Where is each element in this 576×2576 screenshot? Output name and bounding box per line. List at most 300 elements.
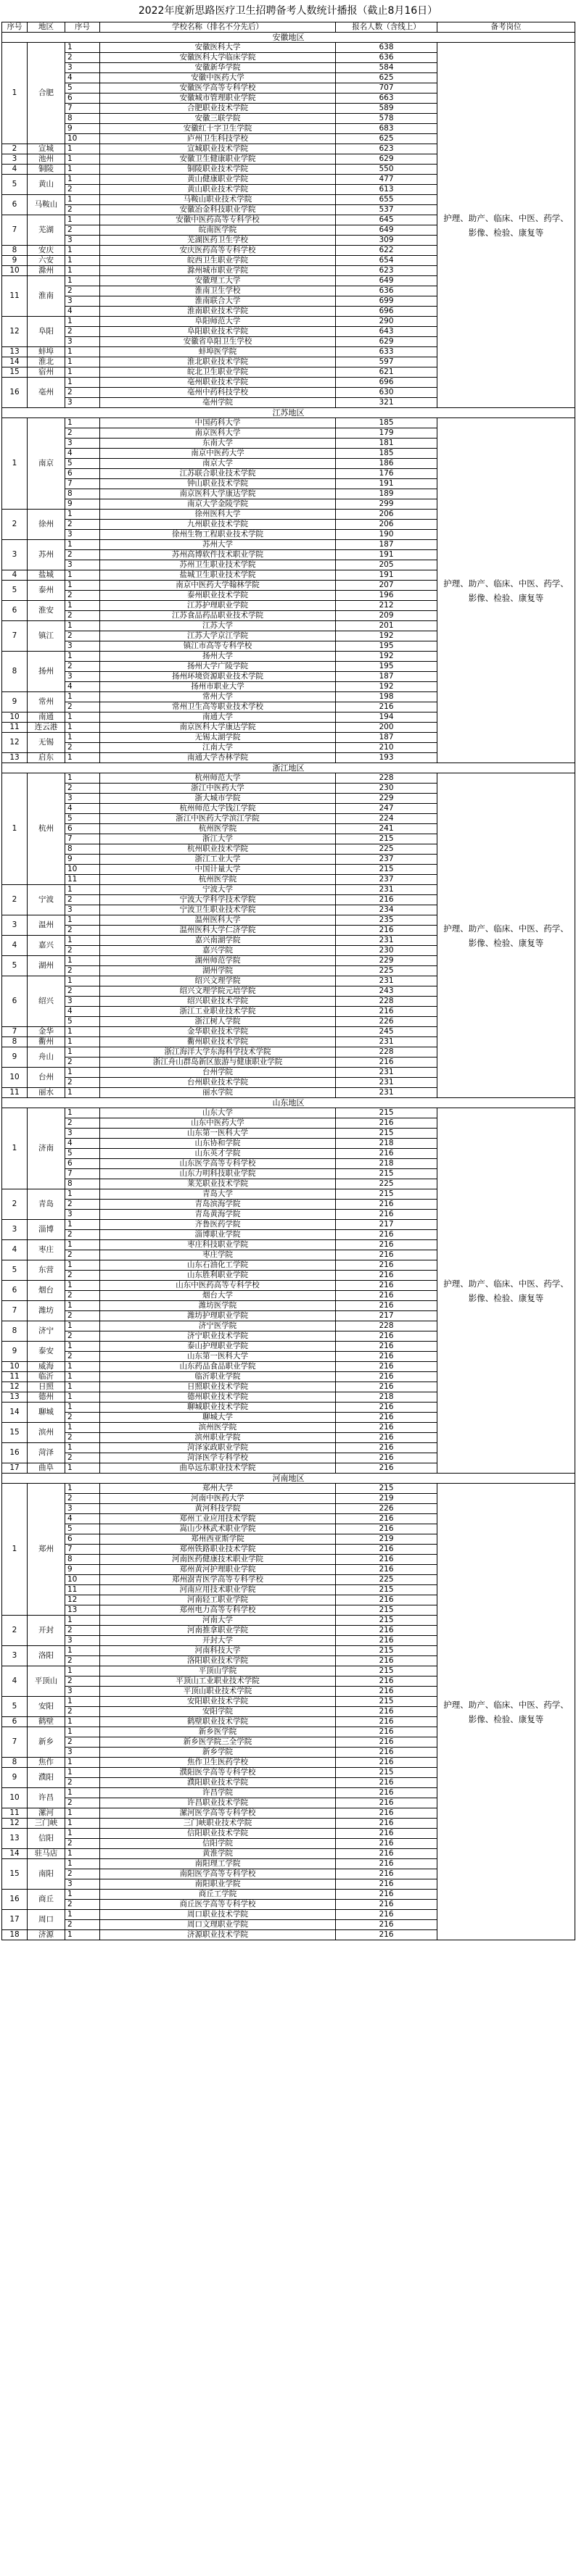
school-index: 10	[65, 134, 100, 144]
enrollment-count: 655	[336, 195, 437, 205]
school-name: 嘉兴学院	[100, 946, 336, 956]
region-name: 宁波	[28, 885, 65, 915]
enrollment-count: 216	[336, 1677, 437, 1687]
school-name: 烟台大学	[100, 1291, 336, 1301]
school-name: 河南中医药大学	[100, 1494, 336, 1504]
enrollment-count: 216	[336, 1565, 437, 1575]
enrollment-count: 185	[336, 449, 437, 459]
school-index: 2	[65, 53, 100, 63]
header-cell: 地区	[28, 22, 65, 33]
school-index: 7	[65, 1545, 100, 1555]
enrollment-count: 215	[336, 1189, 437, 1200]
enrollment-count: 216	[336, 1595, 437, 1605]
region-name: 南阳	[28, 1859, 65, 1890]
school-index: 9	[65, 499, 100, 510]
school-index: 1	[65, 367, 100, 378]
region-name: 阜阳	[28, 317, 65, 347]
table-row	[2, 43, 575, 53]
table-row	[2, 418, 575, 428]
school-index: 1	[65, 317, 100, 327]
school-index: 1	[65, 936, 100, 946]
school-index: 1	[65, 1697, 100, 1707]
enrollment-count: 216	[336, 1007, 437, 1017]
region-name: 泰安	[28, 1342, 65, 1362]
enrollment-count: 187	[336, 540, 437, 550]
enrollment-table	[1, 22, 575, 1940]
enrollment-count: 216	[336, 1829, 437, 1839]
enrollment-count: 699	[336, 296, 437, 307]
region-number: 5	[2, 581, 28, 601]
region-number: 17	[2, 1910, 28, 1930]
region-name: 常州	[28, 692, 65, 712]
enrollment-count: 187	[336, 733, 437, 743]
school-name: 南阳理工学院	[100, 1859, 336, 1869]
enrollment-count: 217	[336, 1311, 437, 1321]
enrollment-count: 216	[336, 1819, 437, 1829]
school-index: 5	[65, 1524, 100, 1534]
school-index: 2	[65, 1271, 100, 1281]
school-index: 2	[65, 388, 100, 398]
region-name: 驻马店	[28, 1849, 65, 1859]
school-index: 1	[65, 1321, 100, 1331]
school-name: 山东第一医科大学	[100, 1129, 336, 1139]
school-name: 嵩山少林武术职业学院	[100, 1524, 336, 1534]
school-index: 1	[65, 1443, 100, 1453]
enrollment-count: 215	[336, 1646, 437, 1656]
enrollment-count: 649	[336, 225, 437, 236]
enrollment-count: 216	[336, 1118, 437, 1129]
enrollment-count: 216	[336, 1291, 437, 1301]
region-number: 14	[2, 357, 28, 367]
enrollment-count: 237	[336, 855, 437, 865]
region-name: 马鞍山	[28, 195, 65, 215]
school-name: 临沂职业学院	[100, 1372, 336, 1382]
school-index: 2	[65, 784, 100, 794]
school-index: 6	[65, 469, 100, 479]
school-index: 2	[65, 1118, 100, 1129]
enrollment-count: 205	[336, 560, 437, 570]
enrollment-count: 196	[336, 591, 437, 601]
region-number: 3	[2, 540, 28, 570]
region-number: 9	[2, 1768, 28, 1788]
school-index: 7	[65, 834, 100, 844]
exam-positions: 护理、助产、临床、中医、药学、影像、检验、康复等	[437, 1484, 575, 1940]
region-number: 16	[2, 378, 28, 408]
region-name: 温州	[28, 915, 65, 936]
school-index: 2	[65, 1200, 100, 1210]
region-number: 1	[2, 418, 28, 510]
school-index: 1	[65, 1808, 100, 1819]
school-name: 济宁医学院	[100, 1321, 336, 1331]
region-number: 5	[2, 1697, 28, 1717]
school-name: 江苏大学京江学院	[100, 631, 336, 641]
region-number: 2	[2, 1616, 28, 1646]
enrollment-count: 176	[336, 469, 437, 479]
region-number: 8	[2, 1037, 28, 1047]
region-name: 漯河	[28, 1808, 65, 1819]
region-number: 6	[2, 195, 28, 215]
school-name: 中国药科大学	[100, 418, 336, 428]
school-index: 2	[65, 702, 100, 712]
school-index: 3	[65, 1210, 100, 1220]
school-index: 3	[65, 296, 100, 307]
enrollment-count: 550	[336, 165, 437, 175]
enrollment-count: 683	[336, 124, 437, 134]
section-title: 山东地区	[2, 1098, 575, 1108]
school-name: 亳州学院	[100, 398, 336, 408]
school-name: 绍兴文理学院	[100, 976, 336, 986]
enrollment-count: 578	[336, 114, 437, 124]
school-name: 镇江市高等专科学校	[100, 641, 336, 652]
region-number: 8	[2, 652, 28, 692]
school-name: 黄山健康职业学院	[100, 175, 336, 185]
region-number: 10	[2, 1068, 28, 1088]
school-name: 亳州中药科技学校	[100, 388, 336, 398]
school-name: 滁州城市职业学院	[100, 266, 336, 276]
school-name: 阜阳师范大学	[100, 317, 336, 327]
enrollment-count: 643	[336, 327, 437, 337]
enrollment-count: 216	[336, 1737, 437, 1748]
region-name: 曲阜	[28, 1463, 65, 1474]
school-name: 湖州师范学院	[100, 956, 336, 966]
region-name: 苏州	[28, 540, 65, 570]
school-index: 2	[65, 1058, 100, 1068]
school-index: 2	[65, 743, 100, 753]
enrollment-count: 649	[336, 276, 437, 286]
school-index: 2	[65, 1737, 100, 1748]
school-index: 2	[65, 966, 100, 976]
school-index: 2	[65, 1869, 100, 1879]
section-title: 河南地区	[2, 1474, 575, 1484]
enrollment-count: 189	[336, 489, 437, 499]
school-name: 莱芜职业技术学院	[100, 1179, 336, 1189]
school-index: 2	[65, 1291, 100, 1301]
school-index: 1	[65, 1788, 100, 1798]
school-index: 1	[65, 1382, 100, 1392]
school-name: 扬州大学广陵学院	[100, 662, 336, 672]
enrollment-count: 621	[336, 367, 437, 378]
enrollment-count: 216	[336, 1281, 437, 1291]
school-name: 浙江工业职业技术学院	[100, 1007, 336, 1017]
enrollment-count: 216	[336, 1758, 437, 1768]
region-name: 池州	[28, 154, 65, 165]
region-number: 1	[2, 773, 28, 885]
school-name: 郑州铁路职业技术学院	[100, 1545, 336, 1555]
school-name: 潍坊护理职业学院	[100, 1311, 336, 1321]
school-name: 郑州西亚斯学院	[100, 1534, 336, 1545]
school-index: 1	[65, 540, 100, 550]
region-number: 10	[2, 712, 28, 723]
school-index: 2	[65, 986, 100, 997]
enrollment-count: 216	[336, 1930, 437, 1940]
school-index: 2	[65, 1920, 100, 1930]
region-number: 2	[2, 885, 28, 915]
enrollment-count: 636	[336, 286, 437, 296]
enrollment-count: 216	[336, 1687, 437, 1697]
enrollment-count: 216	[336, 1514, 437, 1524]
region-name: 泰州	[28, 581, 65, 601]
school-name: 宁波卫生职业技术学院	[100, 905, 336, 915]
school-name: 日照职业技术学院	[100, 1382, 336, 1392]
region-number: 12	[2, 1819, 28, 1829]
enrollment-count: 216	[336, 1301, 437, 1311]
school-name: 东南大学	[100, 439, 336, 449]
enrollment-count: 638	[336, 43, 437, 53]
school-name: 河南医药健康技术职业学院	[100, 1555, 336, 1565]
school-index: 1	[65, 357, 100, 367]
section-row	[2, 763, 575, 773]
school-index: 8	[65, 114, 100, 124]
page-title: 2022年度新思路医疗卫生招聘备考人数统计播报（截止8月16日）	[138, 5, 438, 17]
school-name: 浙江舟山群岛新区旅游与健康职业学院	[100, 1058, 336, 1068]
school-index: 1	[65, 733, 100, 743]
enrollment-count: 192	[336, 631, 437, 641]
school-index: 11	[65, 875, 100, 885]
region-name: 安庆	[28, 246, 65, 256]
enrollment-count: 215	[336, 1605, 437, 1616]
region-number: 9	[2, 256, 28, 266]
region-name: 商丘	[28, 1890, 65, 1910]
school-name: 山东协和学院	[100, 1139, 336, 1149]
region-name: 德州	[28, 1392, 65, 1403]
school-name: 杭州师范大学钱江学院	[100, 804, 336, 814]
enrollment-count: 206	[336, 510, 437, 520]
enrollment-count: 613	[336, 185, 437, 195]
school-index: 1	[65, 266, 100, 276]
enrollment-count: 191	[336, 479, 437, 489]
school-index: 8	[65, 1555, 100, 1565]
region-name: 盐城	[28, 570, 65, 581]
region-name: 金华	[28, 1027, 65, 1037]
region-name: 扬州	[28, 652, 65, 692]
enrollment-count: 216	[336, 1210, 437, 1220]
school-index: 2	[65, 1656, 100, 1666]
region-name: 宿州	[28, 367, 65, 378]
school-name: 青岛大学	[100, 1189, 336, 1200]
enrollment-count: 234	[336, 905, 437, 915]
school-name: 常州卫生高等职业技术学校	[100, 702, 336, 712]
enrollment-count: 216	[336, 1788, 437, 1798]
school-name: 济宁职业技术学院	[100, 1331, 336, 1342]
school-name: 滨州职业学院	[100, 1433, 336, 1443]
school-name: 南京中医药大学翰林学院	[100, 581, 336, 591]
school-name: 安徽中医药大学	[100, 73, 336, 83]
region-name: 淮南	[28, 276, 65, 317]
school-name: 安阳职业技术学院	[100, 1697, 336, 1707]
school-index: 2	[65, 662, 100, 672]
enrollment-count: 192	[336, 682, 437, 692]
school-name: 皖南医学院	[100, 225, 336, 236]
school-index: 8	[65, 1179, 100, 1189]
enrollment-count: 584	[336, 63, 437, 73]
region-name: 衢州	[28, 1037, 65, 1047]
region-name: 淮北	[28, 357, 65, 367]
school-index: 2	[65, 1311, 100, 1321]
school-index: 7	[65, 1169, 100, 1179]
school-name: 安徽新华学院	[100, 63, 336, 73]
enrollment-count: 224	[336, 814, 437, 824]
school-name: 枣庄科技职业学院	[100, 1240, 336, 1250]
school-name: 安徽医科大学	[100, 43, 336, 53]
region-name: 嘉兴	[28, 936, 65, 956]
region-name: 周口	[28, 1910, 65, 1930]
enrollment-count: 216	[336, 1808, 437, 1819]
enrollment-count: 231	[336, 1078, 437, 1088]
school-name: 江苏大学	[100, 621, 336, 631]
enrollment-count: 216	[336, 1271, 437, 1281]
school-index: 4	[65, 682, 100, 692]
school-name: 蚌埠医学院	[100, 347, 336, 357]
region-number: 12	[2, 317, 28, 347]
school-name: 济源职业技术学院	[100, 1930, 336, 1940]
school-index: 3	[65, 337, 100, 347]
enrollment-count: 589	[336, 104, 437, 114]
section-title: 江苏地区	[2, 408, 575, 418]
region-name: 丽水	[28, 1088, 65, 1098]
school-name: 河南推拿职业学院	[100, 1626, 336, 1636]
school-index: 8	[65, 489, 100, 499]
school-name: 安阳学院	[100, 1707, 336, 1717]
region-number: 14	[2, 1849, 28, 1859]
school-name: 黄山职业技术学院	[100, 185, 336, 195]
school-index: 1	[65, 773, 100, 784]
school-name: 河南科技大学	[100, 1646, 336, 1656]
school-index: 1	[65, 956, 100, 966]
school-index: 1	[65, 215, 100, 225]
enrollment-count: 187	[336, 672, 437, 682]
school-index: 1	[65, 1240, 100, 1250]
school-name: 浙江海洋大学东海科学技术学院	[100, 1047, 336, 1058]
enrollment-count: 226	[336, 1017, 437, 1027]
school-name: 平顶山职业技术学院	[100, 1687, 336, 1697]
school-index: 4	[65, 307, 100, 317]
school-index: 2	[65, 1230, 100, 1240]
school-index: 3	[65, 1504, 100, 1514]
region-name: 枣庄	[28, 1240, 65, 1260]
region-number: 13	[2, 347, 28, 357]
school-index: 3	[65, 63, 100, 73]
enrollment-count: 195	[336, 641, 437, 652]
enrollment-count: 181	[336, 439, 437, 449]
school-name: 安徽冶金科技职业学院	[100, 205, 336, 215]
enrollment-count: 192	[336, 652, 437, 662]
school-name: 信阳学院	[100, 1839, 336, 1849]
region-number: 12	[2, 733, 28, 753]
enrollment-count: 191	[336, 550, 437, 560]
enrollment-count: 225	[336, 966, 437, 976]
school-index: 1	[65, 1768, 100, 1778]
enrollment-count: 623	[336, 144, 437, 154]
region-name: 南京	[28, 418, 65, 510]
school-name: 河南应用技术职业学院	[100, 1585, 336, 1595]
region-name: 安阳	[28, 1697, 65, 1717]
enrollment-count: 622	[336, 246, 437, 256]
region-name: 济源	[28, 1930, 65, 1940]
enrollment-count: 225	[336, 1179, 437, 1189]
enrollment-count: 707	[336, 83, 437, 94]
school-name: 焦作卫生医药学校	[100, 1758, 336, 1768]
school-index: 11	[65, 1585, 100, 1595]
school-name: 安徽中医药高等专科学校	[100, 215, 336, 225]
school-name: 青岛滨海学院	[100, 1200, 336, 1210]
region-number: 13	[2, 753, 28, 763]
enrollment-count: 231	[336, 1068, 437, 1078]
enrollment-count: 237	[336, 875, 437, 885]
enrollment-count: 215	[336, 1666, 437, 1677]
school-name: 铜陵职业技术学院	[100, 165, 336, 175]
region-number: 13	[2, 1829, 28, 1849]
region-number: 11	[2, 276, 28, 317]
region-name: 宣城	[28, 144, 65, 154]
enrollment-count: 696	[336, 378, 437, 388]
enrollment-count: 216	[336, 1524, 437, 1534]
school-index: 2	[65, 327, 100, 337]
school-name: 江苏食品药品职业技术学院	[100, 611, 336, 621]
section-row	[2, 1098, 575, 1108]
school-index: 1	[65, 246, 100, 256]
section-title: 安徽地区	[2, 33, 575, 43]
enrollment-count: 226	[336, 1504, 437, 1514]
enrollment-count: 216	[336, 1555, 437, 1565]
school-index: 5	[65, 1149, 100, 1159]
region-number: 18	[2, 1930, 28, 1940]
school-name: 徐州医科大学	[100, 510, 336, 520]
school-index: 9	[65, 855, 100, 865]
enrollment-count: 216	[336, 1727, 437, 1737]
enrollment-count: 215	[336, 865, 437, 875]
school-name: 皖北卫生职业学院	[100, 367, 336, 378]
region-name: 焦作	[28, 1758, 65, 1768]
school-index: 9	[65, 124, 100, 134]
enrollment-count: 623	[336, 266, 437, 276]
school-name: 菏泽家政职业学院	[100, 1443, 336, 1453]
school-name: 鹤壁职业技术学院	[100, 1717, 336, 1727]
school-name: 滨州医学院	[100, 1423, 336, 1433]
region-name: 洛阳	[28, 1646, 65, 1666]
enrollment-count: 629	[336, 337, 437, 347]
enrollment-count: 216	[336, 1626, 437, 1636]
region-name: 湖州	[28, 956, 65, 976]
school-index: 2	[65, 1494, 100, 1504]
enrollment-count: 216	[336, 1859, 437, 1869]
region-name: 合肥	[28, 43, 65, 144]
exam-positions: 护理、助产、临床、中医、药学、影像、检验、康复等	[437, 773, 575, 1098]
school-name: 江苏护理职业学院	[100, 601, 336, 611]
enrollment-count: 216	[336, 1433, 437, 1443]
exam-positions: 护理、助产、临床、中医、药学、影像、检验、康复等	[437, 418, 575, 763]
region-number: 9	[2, 1047, 28, 1068]
region-name: 芜湖	[28, 215, 65, 246]
school-index: 1	[65, 510, 100, 520]
school-index: 2	[65, 520, 100, 530]
enrollment-count: 225	[336, 1575, 437, 1585]
school-name: 扬州环境资源职业技术学院	[100, 672, 336, 682]
school-index: 2	[65, 1078, 100, 1088]
header-cell: 序号	[2, 22, 28, 33]
enrollment-count: 654	[336, 256, 437, 266]
enrollment-count: 216	[336, 1372, 437, 1382]
school-index: 10	[65, 1575, 100, 1585]
school-name: 苏州大学	[100, 540, 336, 550]
enrollment-count: 217	[336, 1220, 437, 1230]
school-index: 1	[65, 581, 100, 591]
school-name: 郑州工业应用技术学院	[100, 1514, 336, 1524]
enrollment-count: 216	[336, 1250, 437, 1260]
header-cell: 学校名称（排名不分先后）	[100, 22, 336, 33]
region-name: 许昌	[28, 1788, 65, 1808]
enrollment-count: 299	[336, 499, 437, 510]
school-index: 1	[65, 1189, 100, 1200]
